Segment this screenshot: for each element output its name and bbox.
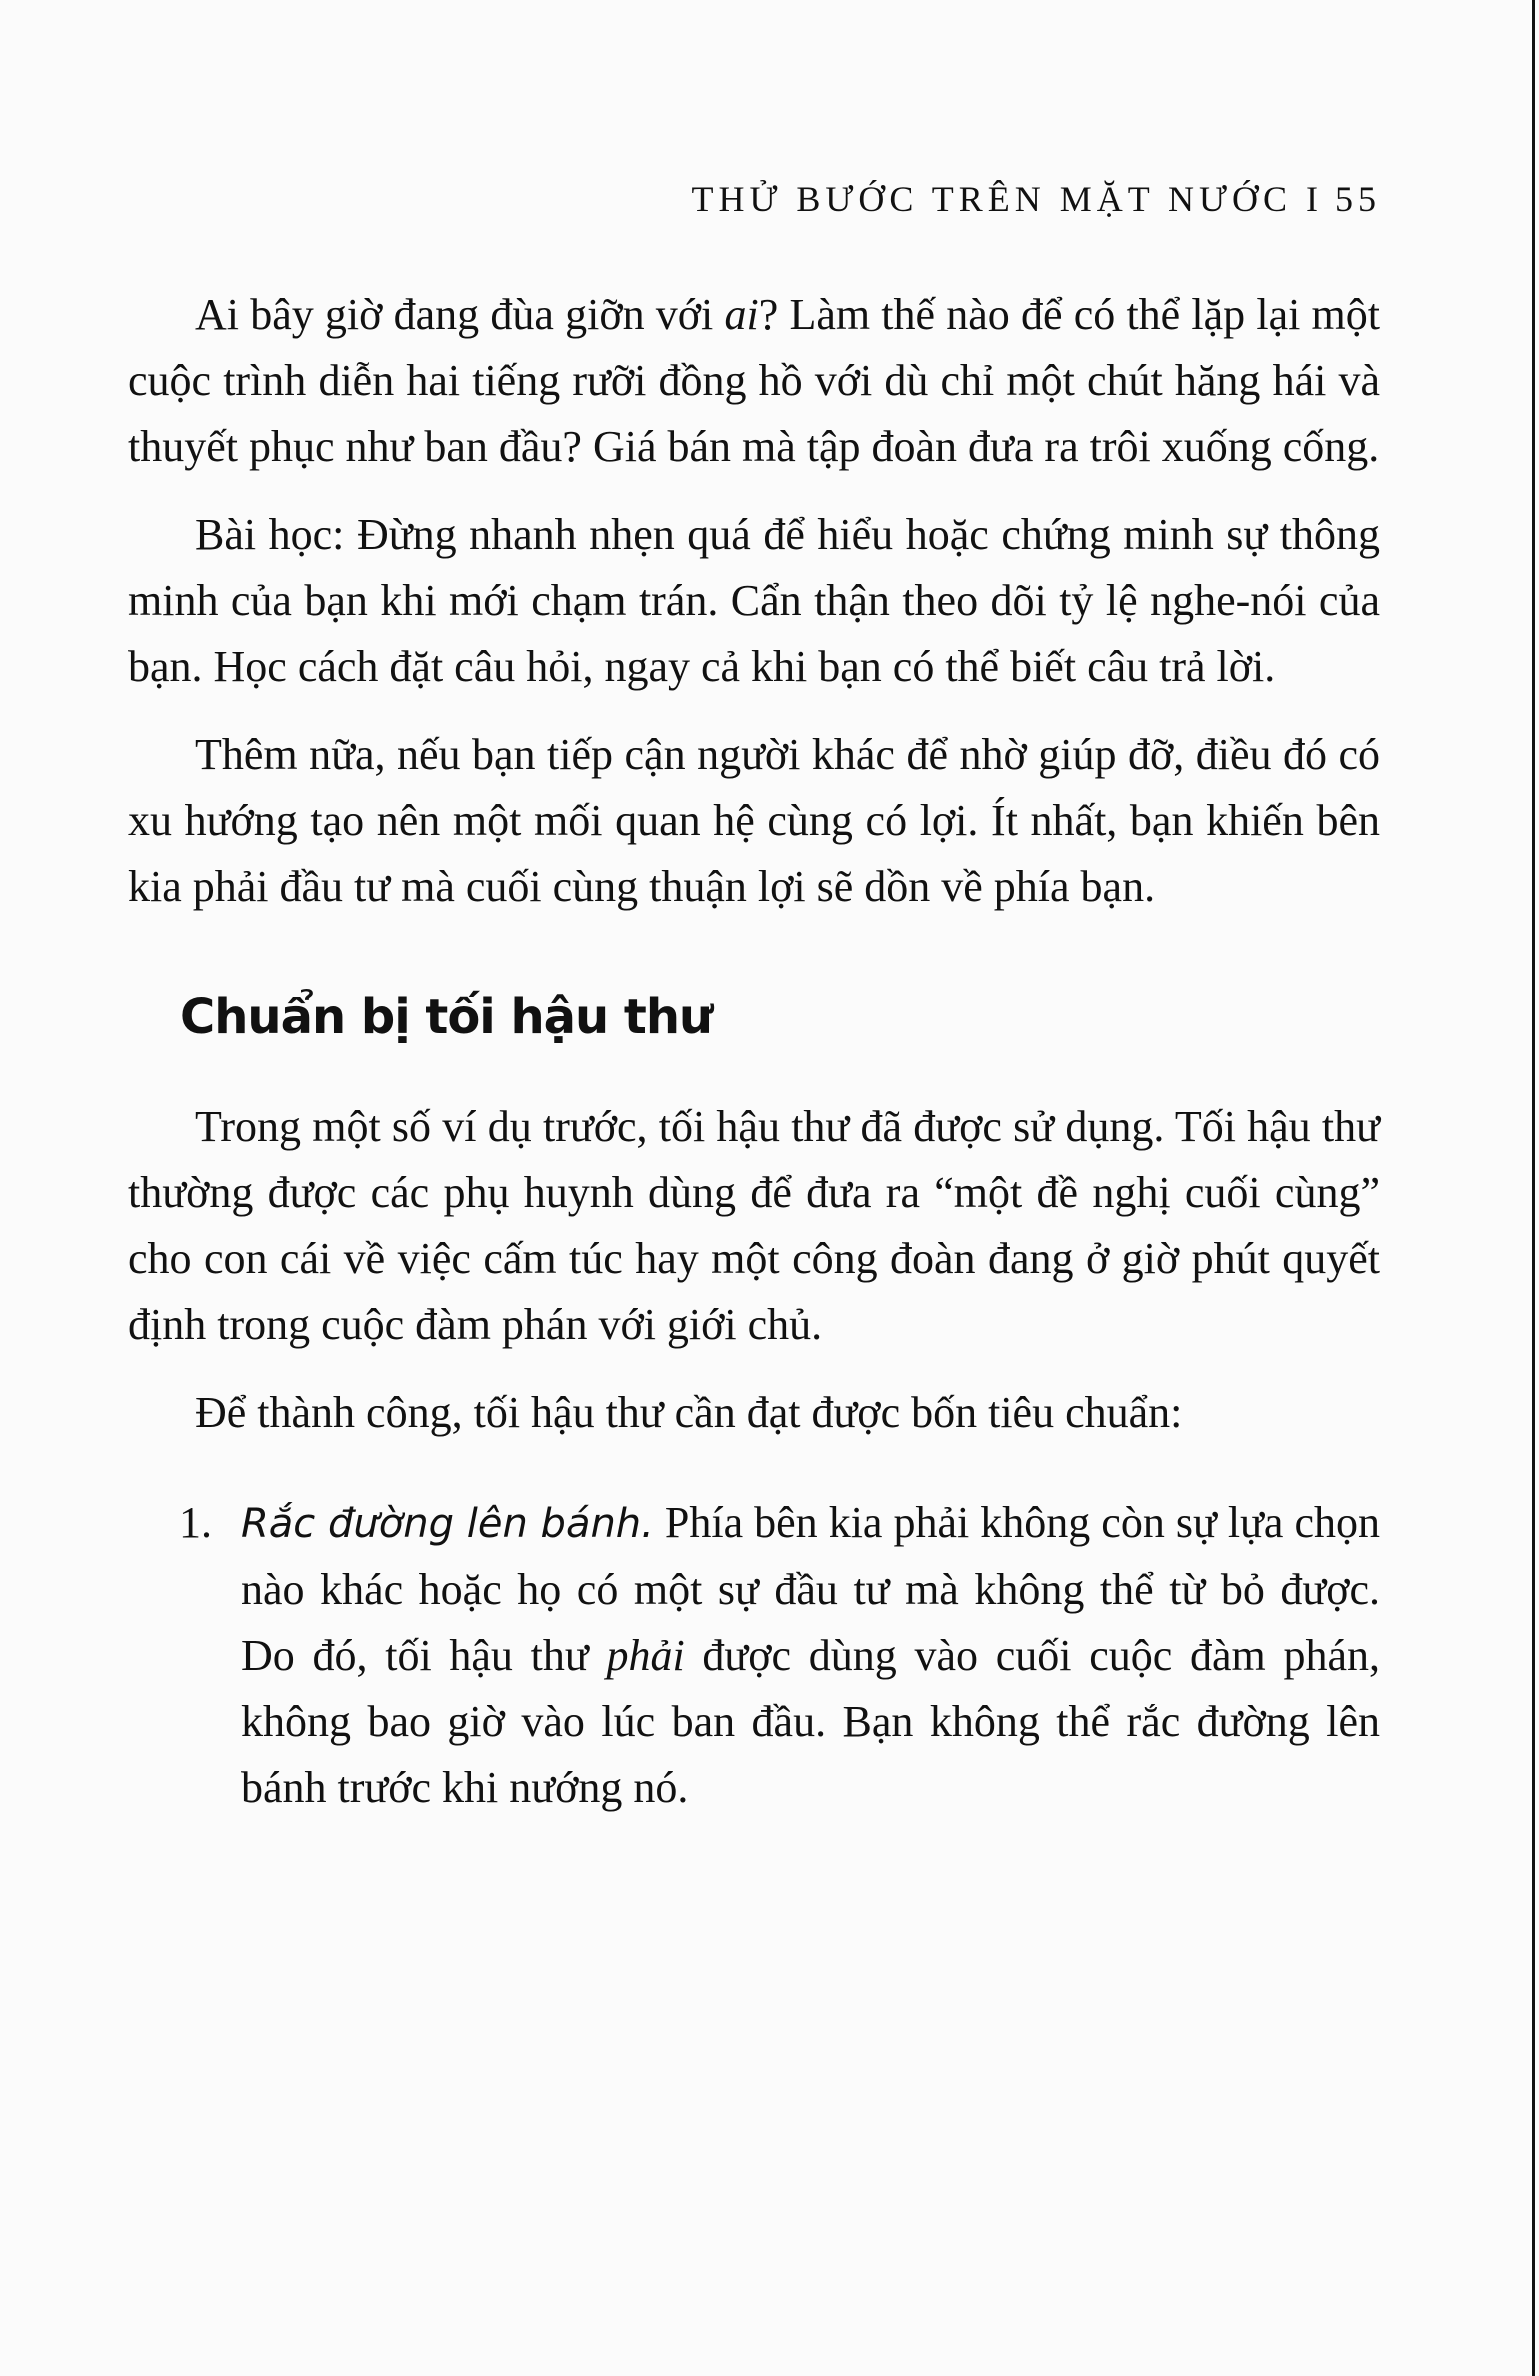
paragraph-1-start: Ai bây giờ đang đùa giỡn với [195, 290, 725, 339]
running-header [692, 178, 1382, 220]
list-item-text-end: được dùng vào cuối cuộc đàm phán, không bao giờ vào lúc ban đầu. Bạn không thể rắc đường lên bánh trước khi nướng nó. [241, 1631, 1380, 1812]
page-number: 55 [1335, 179, 1381, 219]
page-body [128, 282, 1380, 1821]
criteria-list [128, 1490, 1380, 1821]
paragraph-1-emphasis: ai [724, 290, 759, 339]
paragraph-2: Bài học: Đừng nhanh nhẹn quá để hiểu hoặc chứng minh sự thông minh của bạn khi mới chạm trán. Cẩn thận theo dõi tỷ lệ nghe-nói của bạn. Học cách đặt câu hỏi, ngay cả khi bạn có thể biết câu trả lời. [128, 510, 1380, 691]
section-paragraph-2: Để thành công, tối hậu thư cần đạt được bốn tiêu chuẩn: [195, 1388, 1183, 1437]
paragraph-1-end: ? Làm thế nào để có thể lặp lại một cuộc trình diễn hai tiếng rưỡi đồng hồ với dù chỉ một chút hăng hái và thuyết phục như ban đầu? Giá bán mà tập đoàn đưa ra trôi xuống cống. [128, 290, 1380, 471]
section-paragraph-1: Trong một số ví dụ trước, tối hậu thư đã được sử dụng. Tối hậu thư thường được các phụ huynh dùng để đưa ra “một đề nghị cuối cùng” cho con cái về việc cấm túc hay một công đoàn đang ở giờ phút quyết định trong cuộc đàm phán với giới chủ. [128, 1102, 1380, 1349]
list-item [128, 1490, 1380, 1821]
list-item-emphasis: phải [606, 1631, 685, 1680]
section-heading: Chuẩn bị tối hậu thư [180, 989, 713, 1045]
list-item-number: 1. [179, 1498, 212, 1547]
paragraph-3: Thêm nữa, nếu bạn tiếp cận người khác để nhờ giúp đỡ, điều đó có xu hướng tạo nên một mối quan hệ cùng có lợi. Ít nhất, bạn khiến bên kia phải đầu tư mà cuối cùng thuận lợi sẽ dồn về phía bạn. [128, 730, 1380, 911]
list-item-title: Rắc đường lên bánh. [241, 1501, 654, 1547]
paragraph-1 [128, 282, 1380, 480]
header-separator: I [1306, 179, 1323, 219]
page-edge-line [1532, 0, 1535, 2376]
running-title: THỬ BƯỚC TRÊN MẶT NƯỚC [691, 179, 1292, 219]
list-item-text-start: Phía bên kia phải không còn sự lựa chọn nào khác hoặc họ có một sự đầu tư mà không thể từ bỏ được. Do đó, tối hậu thư [241, 1498, 1380, 1680]
